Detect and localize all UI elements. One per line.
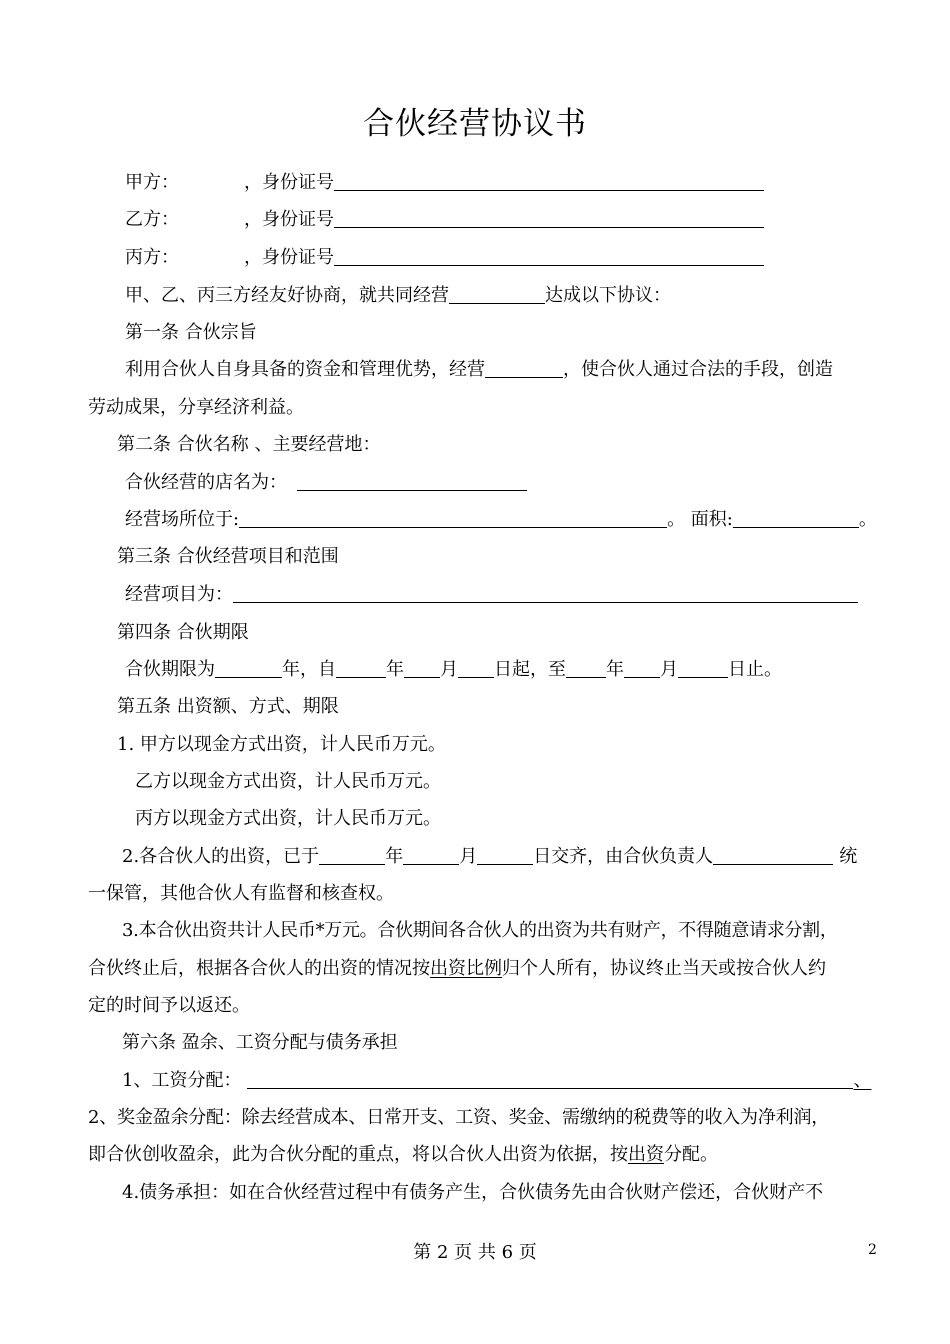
contribution-date-text-3: 月: [459, 846, 478, 867]
article-2-heading: 第二条 合伙名称 、主要经营地：: [117, 434, 381, 455]
area-end: 。: [858, 509, 877, 530]
intro-line: [125, 284, 671, 308]
ratio-underlined: 出资比例: [430, 958, 502, 979]
contribution-date-line: [122, 845, 857, 869]
total-capital-text: 合伙终止后，根据各合伙人的出资的情况按: [88, 958, 430, 979]
business-item-field[interactable]: [233, 583, 858, 603]
salary-label: 1、工资分配：: [122, 1070, 242, 1091]
party-b-line: [125, 208, 764, 232]
business-item-label: 经营项目为：: [125, 584, 233, 605]
bonus-line1: 2、奖金盈余分配：除去经营成本、日常开支、工资、奖金、需缴纳的税费等的收入为净利润，: [88, 1107, 830, 1128]
article-1-text: 利用合伙人自身具备的资金和管理优势，经营: [125, 359, 485, 380]
end-year-field[interactable]: [566, 658, 606, 678]
term-text-5: 日起，至: [494, 659, 566, 680]
start-day-field[interactable]: [458, 658, 494, 678]
article-3-heading: 第三条 合伙经营项目和范围: [117, 546, 339, 567]
article-4-heading: 第四条 合伙期限: [117, 622, 249, 643]
contribution-a: 1. 甲方以现金方式出资，计人民币万元。: [117, 734, 446, 755]
shop-name-label: 合伙经营的店名为：: [125, 472, 287, 493]
bonus-line2: [88, 1143, 718, 1167]
party-c-id-field[interactable]: [334, 246, 764, 266]
area-field[interactable]: [733, 508, 859, 528]
article-6-heading: 第六条 盈余、工资分配与债务承担: [122, 1032, 398, 1053]
party-c-label: 丙方：: [125, 247, 179, 268]
article-1-heading: 第一条 合伙宗旨: [125, 322, 257, 343]
end-month-field[interactable]: [624, 658, 660, 678]
salary-field[interactable]: [247, 1069, 853, 1089]
total-capital-line3: 定的时间予以返还。: [88, 995, 250, 1016]
end-day-field[interactable]: [678, 658, 728, 678]
business-item-line: [125, 583, 858, 607]
party-c-line: [125, 246, 764, 270]
document-title: 合伙经营协议书: [363, 106, 587, 142]
term-text-2: 年，自: [282, 659, 336, 680]
party-b-id-field[interactable]: [334, 208, 764, 228]
contribution-date-text-5: 统: [839, 846, 858, 867]
page-number: 2: [868, 1242, 877, 1258]
total-capital-line1: 3.本合伙出资共计人民币*万元。合伙期间各合伙人的出资为共有财产，不得随意请求分割，: [122, 920, 838, 941]
total-capital-line2: [88, 957, 826, 981]
start-year-field[interactable]: [336, 658, 386, 678]
party-a-id-field[interactable]: [334, 171, 764, 191]
bonus-underlined: 出资: [628, 1144, 664, 1165]
term-text-3: 年: [386, 659, 404, 680]
page-footer: 第 2 页 共 6 页: [413, 1242, 537, 1263]
article-1-paragraph-line2: 劳动成果，分享经济利益。: [88, 397, 304, 418]
party-b-id-label: ，身份证号: [244, 209, 334, 230]
bonus-text: 即合伙创收盈余，此为合伙分配的重点，将以合伙人出资为依据，按: [88, 1144, 628, 1165]
article-1-text-cont: ，使合伙人通过合法的手段，创造: [563, 359, 833, 380]
party-a-id-label: ，身份证号: [244, 172, 334, 193]
operation-field[interactable]: [485, 358, 563, 378]
article-5-heading: 第五条 出资额、方式、期限: [117, 696, 339, 717]
paid-month-field[interactable]: [403, 845, 459, 865]
term-text-6: 年: [606, 659, 624, 680]
salary-end: 、: [853, 1070, 872, 1091]
shop-name-field[interactable]: [297, 471, 527, 491]
term-years-field[interactable]: [215, 658, 282, 678]
salary-line: [122, 1069, 871, 1093]
site-field[interactable]: [239, 508, 667, 528]
paid-year-field[interactable]: [319, 845, 385, 865]
term-text-8: 日止。: [728, 659, 782, 680]
term-text-7: 月: [660, 659, 678, 680]
area-label: 。 面积:: [667, 509, 733, 530]
business-field[interactable]: [449, 284, 545, 304]
term-line: [125, 658, 782, 682]
intro-text-end: 达成以下协议：: [545, 285, 671, 306]
intro-text: 甲、乙、丙三方经友好协商，就共同经营: [125, 285, 449, 306]
party-b-label: 乙方：: [125, 209, 179, 230]
contribution-c: 丙方以现金方式出资，计人民币万元。: [135, 808, 441, 829]
start-month-field[interactable]: [404, 658, 440, 678]
contribution-date-text-2: 年: [385, 846, 404, 867]
party-a-line: [125, 171, 764, 195]
site-label: 经营场所位于:: [125, 509, 240, 530]
contribution-date-text-4: 日交齐，由合伙负责人: [533, 846, 714, 867]
party-c-id-label: ，身份证号: [244, 247, 334, 268]
term-text: 合伙期限为: [125, 659, 215, 680]
contribution-b: 乙方以现金方式出资，计人民币万元。: [135, 771, 441, 792]
debt-line1: 4.债务承担：如在合伙经营过程中有债务产生，合伙债务先由合伙财产偿还，合伙财产不: [122, 1182, 824, 1203]
contribution-date-line2: 一保管，其他合伙人有监督和核查权。: [88, 883, 394, 904]
contribution-date-text: 2.各合伙人的出资，已于: [122, 846, 320, 867]
bonus-text-2: 分配。: [664, 1144, 718, 1165]
term-text-4: 月: [440, 659, 458, 680]
site-line: [125, 508, 877, 532]
article-1-paragraph: [125, 358, 833, 382]
paid-day-field[interactable]: [477, 845, 533, 865]
party-a-label: 甲方：: [125, 172, 179, 193]
total-capital-text-2: 归个人所有，协议终止当天或按合伙人约: [502, 958, 826, 979]
shop-name-line: [125, 471, 527, 495]
custodian-field[interactable]: [713, 845, 833, 865]
